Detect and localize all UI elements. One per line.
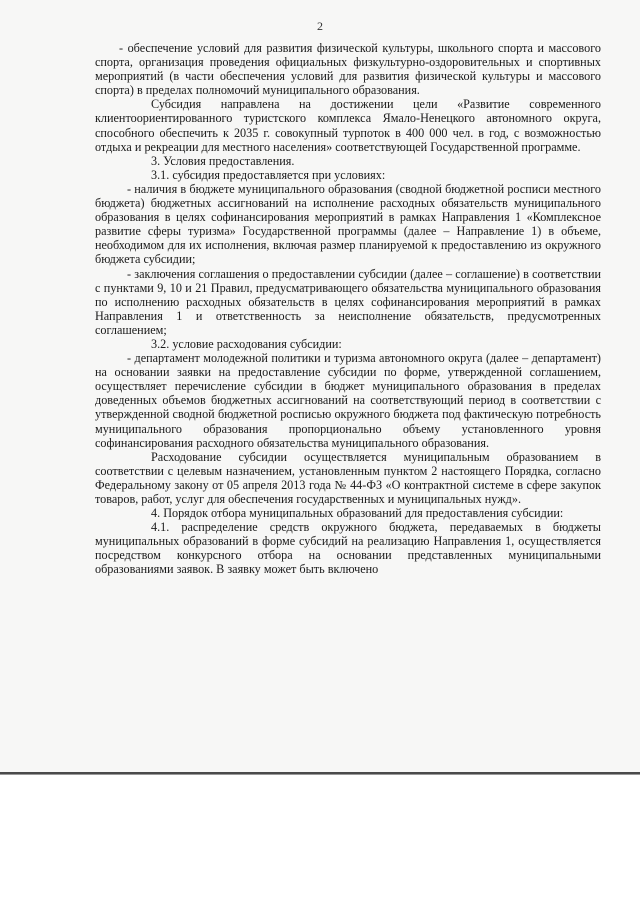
section-heading-selection: 4. Порядок отбора муниципальных образований для предоставления субсидии: <box>151 506 564 521</box>
paragraph-physical-culture: - обеспечение условий для развития физической культуры, школьного спорта и массового спорта, организация проведения официальных физкультурно-оздоровительных и спортивных мероприятий (в части обеспечения условий для развития физической культуры и массового спорта) в пределах полномочий муниципального образования. <box>95 41 601 98</box>
page-number: 2 <box>317 19 323 33</box>
paragraph-agreement: - заключения соглашения о предоставлении субсидии (далее – соглашение) в соответствии с пунктами 9, 10 и 21 Правил, предусматривающего обязательства муниципального образования по исполнению расходных обязательств в целях софинансирования мероприятий в рамках Направления 1 и ответственность за неисполнение обязательств, предусмотренных соглашением; <box>95 266 601 337</box>
paragraph-subsidy-goal: Субсидия направлена на достижении цели «Развитие современного клиентоориентированного туристского комплекса Ямало-Ненецкого автономного округа, способного обеспечить к 2035 г. совокупный турпоток в 400 000 чел. в год, с возможностью отдыха и рекреации для местного населения» соответствующей Государственной программе. <box>95 97 601 154</box>
paragraph-3-1: 3.1. субсидия предоставляется при условиях: <box>151 167 386 182</box>
paragraph-spending: Расходование субсидии осуществляется муниципальным образованием в соответствии с целевым назначением, установленным пунктом 2 настоящего Порядка, согласно Федеральному закону от 05 апреля 2013 года № 44-ФЗ «О контрактной системе в сфере закупок товаров, работ, услуг для обеспечения государственных и муниципальных нужд». <box>95 449 601 506</box>
paragraph-department: - департамент молодежной политики и туризма автономного округа (далее – департамент) на основании заявки на предоставление субсидии по форме, утвержденной соглашением, осуществляет перечисление субсидии в бюджет муниципального образования в пределах доведенных объемов бюджетных ассигнований на соответствующий период в соответствии с утвержденной сводной бюджетной росписью окружного бюджета под фактическую потребность муниципального образования пропорционально объему установленного уровня софинансирования расходного обязательства муниципального образования. <box>95 351 601 450</box>
document-body <box>95 41 601 577</box>
section-heading-conditions: 3. Условия предоставления. <box>151 153 295 168</box>
paragraph-4-1: 4.1. распределение средств окружного бюджета, передаваемых в бюджеты муниципальных образований в форме субсидий на реализацию Направления 1, осуществляется посредством конкурсного отбора на основании представленных муниципальными образованиями заявок. В заявку может быть включено <box>95 520 601 577</box>
paragraph-3-2: 3.2. условие расходования субсидии: <box>151 336 342 351</box>
paragraph-budget-availability: - наличия в бюджете муниципального образования (сводной бюджетной росписи местного бюджета) бюджетных ассигнований на исполнение расходных обязательств муниципального образования в целях софинансирования мероприятий в рамках Направления 1 «Комплексное развитие сферы туризма» Государственной программы (далее – Направление 1) в объеме, необходимом для их исполнения, включая размер планируемой к предоставлению из окружного бюджета субсидии; <box>95 181 601 267</box>
